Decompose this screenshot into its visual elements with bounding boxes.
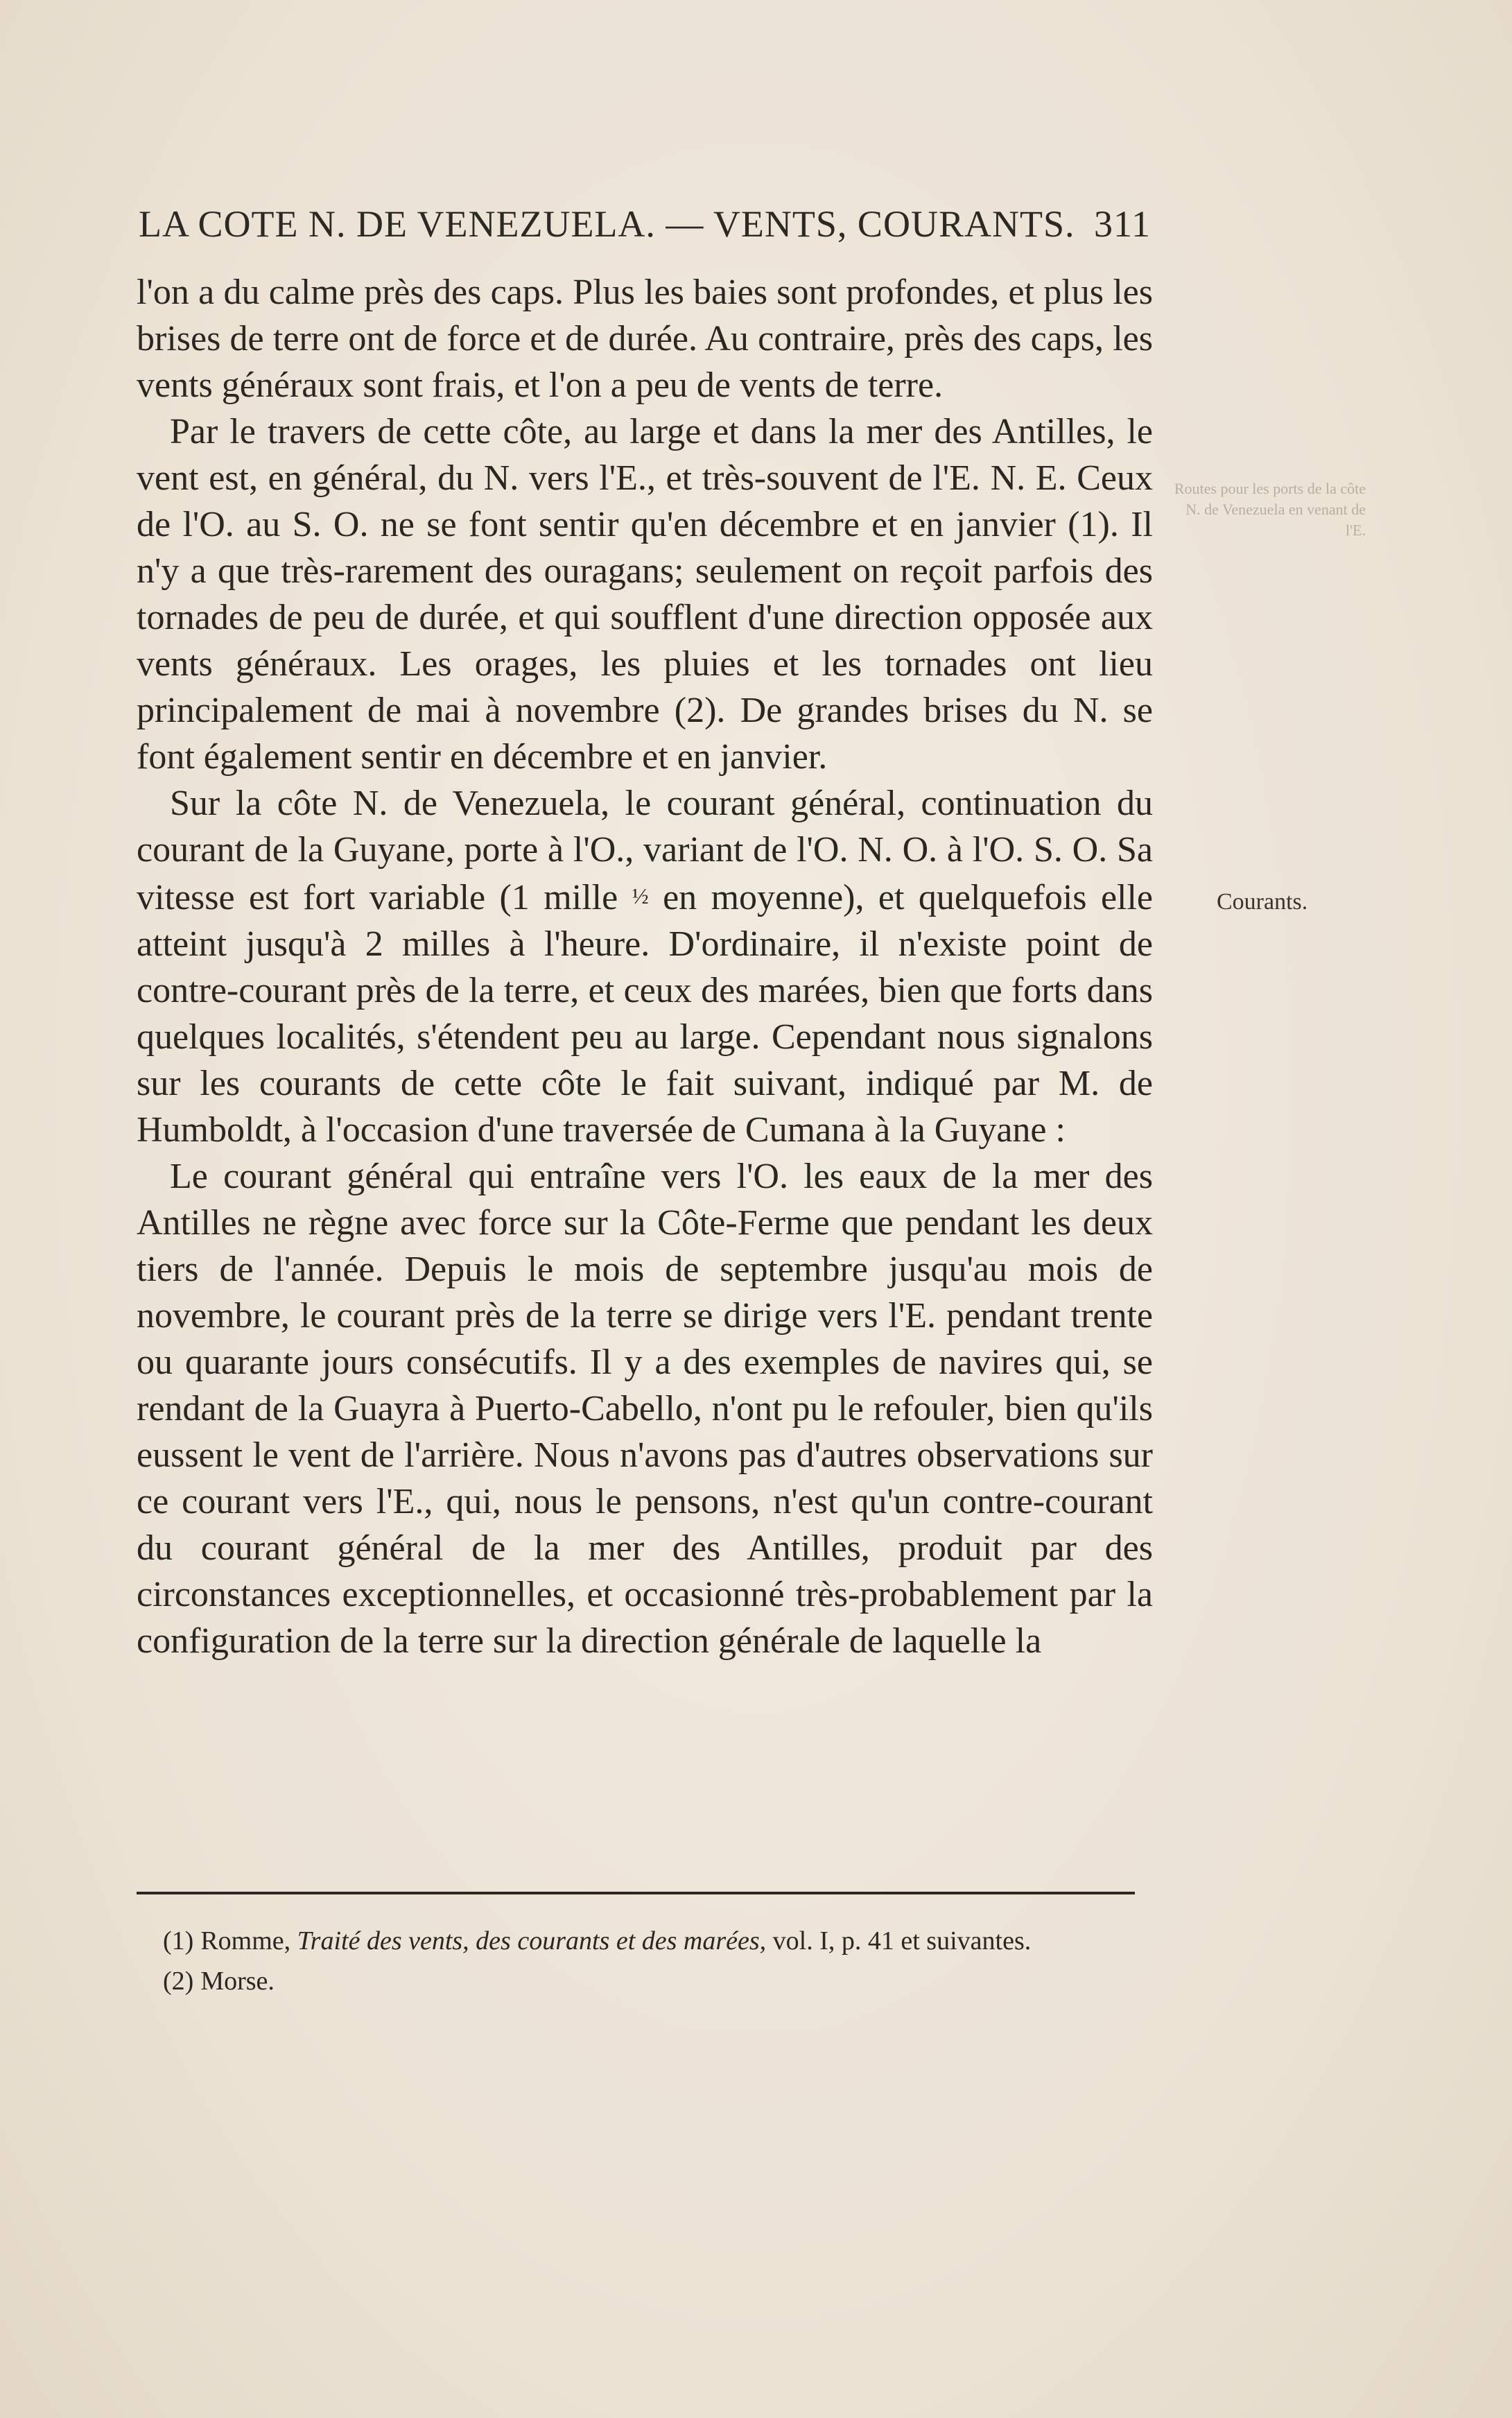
footnote-2-number: (2): [163, 1967, 194, 1996]
footnote-1-title: Traité des vents, des courants et des marées,: [297, 1926, 767, 1955]
bleed-through-margin-note: Routes pour les ports de la côte N. de Venezuela en venant de l'E.: [1174, 480, 1366, 539]
fraction-half: ½: [632, 883, 649, 908]
footnote-1-author: Romme,: [200, 1926, 291, 1955]
margin-note-courants: Courants.: [1217, 889, 1308, 915]
paragraph-4: Le courant général qui entraîne vers l'O. les eaux de la mer des Antilles ne règne avec force sur la Côte-Ferme que pendant les deux tiers de l'année. Depuis le mois de septembre jusqu'au mois de novembre, le courant près de la terre se dirige vers l'E. pendant trente ou quarante jours consécutifs. Il y a des exemples de navires qui, se rendant de la Guayra à Puerto-Cabello, n'ont pu le refouler, bien qu'ils eussent le vent de l'arrière. Nous n'avons pas d'autres observations sur ce courant vers l'E., qui, nous le pensons, n'est qu'un contre-courant du courant général de la mer des Antilles, produit par des circonstances exceptionnelles, et occasionné très-probablement par la configuration de la terre sur la direction générale de laquelle la: [137, 1157, 1153, 1661]
paragraph-3-part-b: en moyenne), et quelquefois elle atteint jusqu'à 2 milles à l'heure. D'ordinaire, il n'existe point de contre-courant près de la terre, et ceux des marées, bien que forts dans quelques localités, s'étendent peu au large. Cependant nous signalons sur les courants de cette côte le fait suivant, indiqué par M. de Humboldt, à l'occasion d'une traversée de Cumana à la Guyane :: [137, 878, 1153, 1150]
running-title: LA COTE N. DE VENEZUELA. — VENTS, COURANTS.: [139, 203, 1075, 245]
paragraph-1: l'on a du calme près des caps. Plus les baies sont profondes, et plus les brises de terre ont de force et de durée. Au contraire, près des caps, les vents généraux sont frais, et l'on a peu de vents de terre.: [137, 273, 1153, 405]
footnote-1: [137, 1921, 1153, 1961]
footnote-rule: [137, 1892, 1135, 1894]
body-text: [137, 269, 1153, 1664]
footnote-1-number: (1): [163, 1926, 194, 1955]
footnote-2: [137, 1961, 1153, 2001]
paragraph-3-part-a: Sur la côte N. de Venezuela, le courant général, continuation du courant de la Guyane, porte à l'O., variant de l'O. N. O. à l'O. S. O. Sa vitesse est fort variable (1 mille: [137, 784, 1153, 917]
footnote-1-rest: vol. I, p. 41 et suivantes.: [772, 1926, 1032, 1955]
page-number: 311: [1094, 203, 1151, 245]
footnote-2-text: Morse.: [200, 1967, 275, 1996]
footnotes: [137, 1921, 1153, 2001]
paragraph-2: Par le travers de cette côte, au large et dans la mer des Antilles, le vent est, en général, du N. vers l'E., et très-souvent de l'E. N. E. Ceux de l'O. au S. O. ne se font sentir qu'en décembre et en janvier (1). Il n'y a que très-rarement des ouragans; seulement on reçoit parfois des tornades de peu de durée, et qui soufflent d'une direction opposée aux vents généraux. Les orages, les pluies et les tornades ont lieu principalement de mai à novembre (2). De grandes brises du N. se font également sentir en décembre et en janvier.: [137, 412, 1153, 777]
paragraph-3: [137, 780, 1153, 1153]
